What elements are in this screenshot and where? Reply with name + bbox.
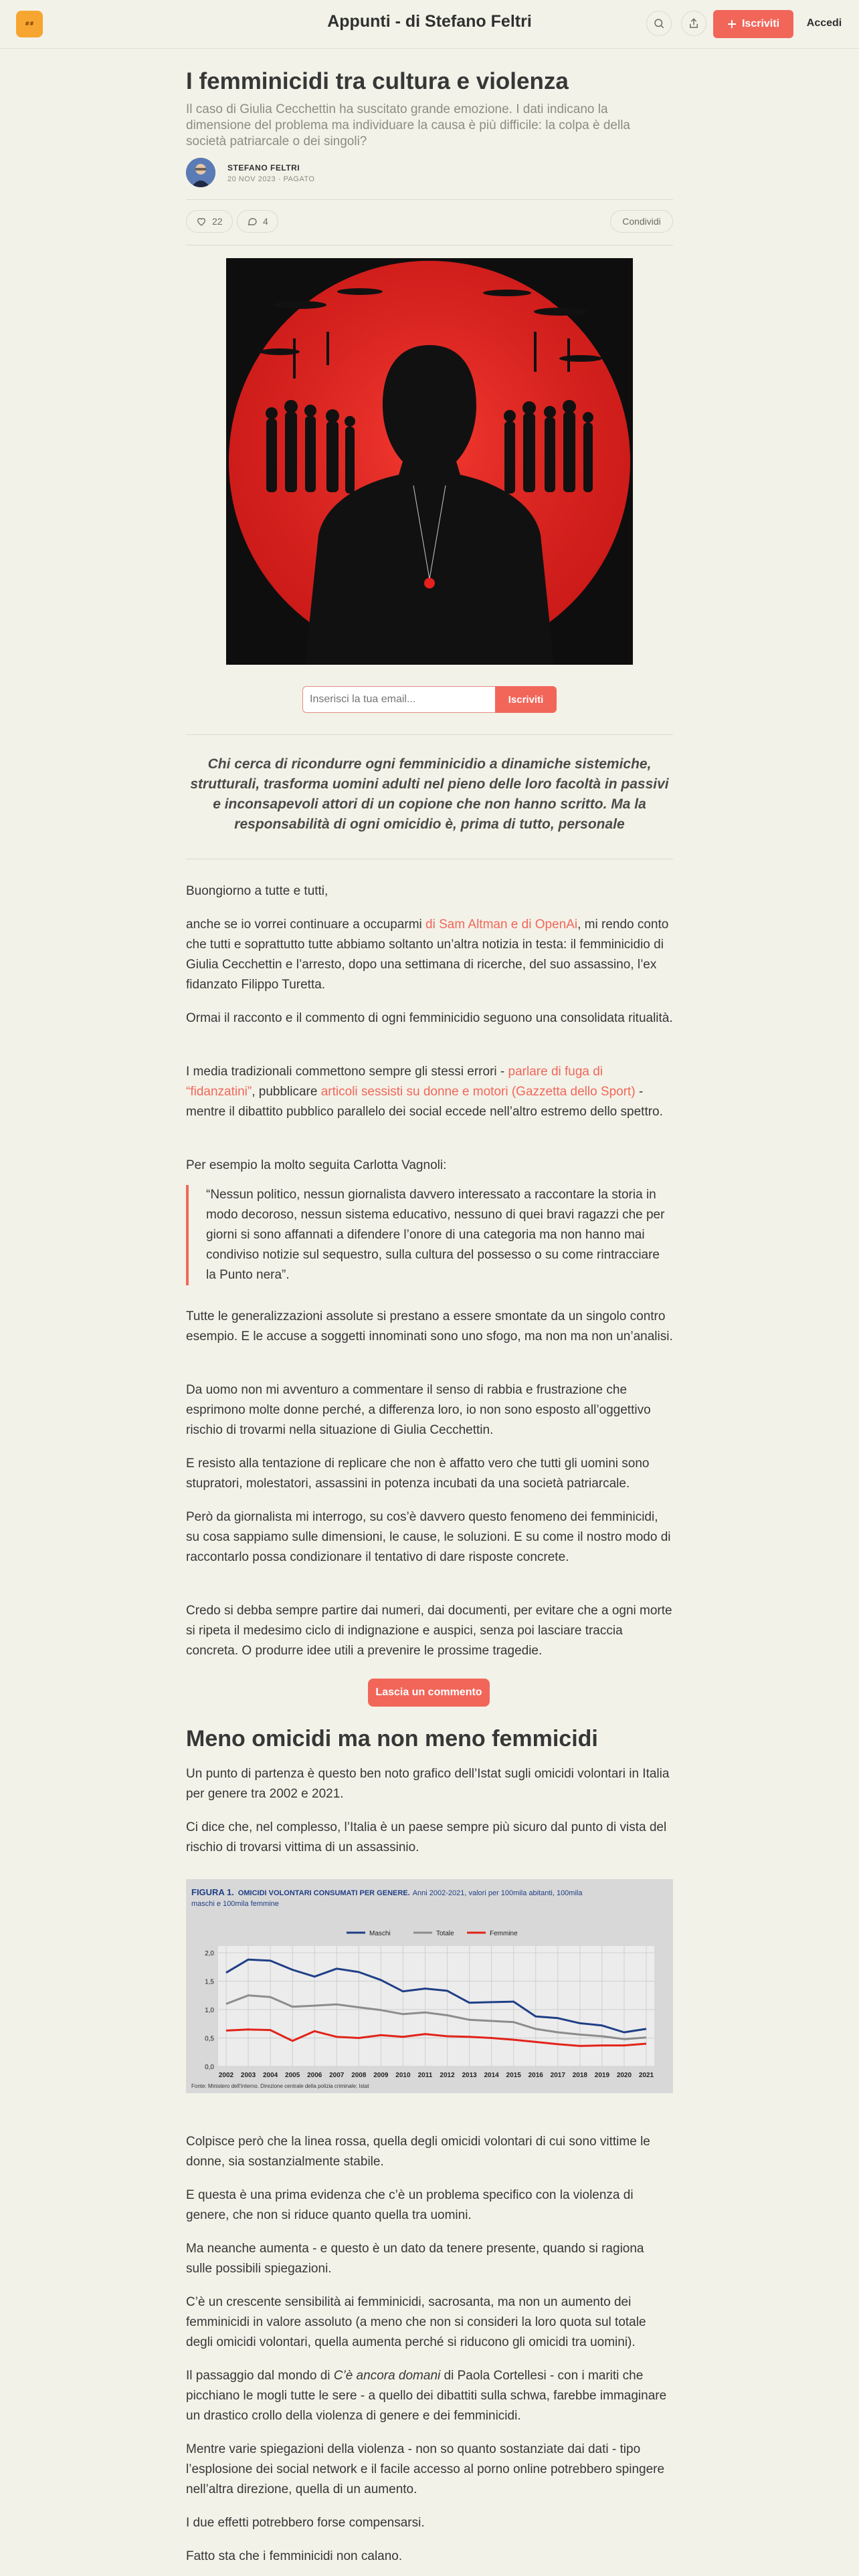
body-paragraph: Ormai il racconto e il commento di ogni femminicidio seguono una consolidata ritualità. — [186, 1011, 673, 1025]
like-count: 22 — [212, 216, 223, 227]
body-text: - mentre il dibattito pubblico parallelo dei social eccede nell’altro estremo dello spettro. — [186, 1085, 663, 1119]
y-tick-label: 2,0 — [205, 1950, 214, 1957]
post-title: I femminicidi tra cultura e violenza — [186, 68, 569, 94]
plus-icon — [727, 19, 737, 29]
body-paragraph: Ci dice che, nel complesso, l’Italia è un paese sempre più sicuro dal punto di vista del rischio di trovarsi vittima di un assassinio. — [186, 1820, 667, 1854]
body-text: di Paola Cortellesi - con i mariti che picchiano le mogli tutte le sere - a quello dei dibattiti sulla schwa, farebbe immaginare un drastico crollo della violenza di genere e dei femminicidi. — [186, 2369, 667, 2423]
body-paragraph: Buongiorno a tutte e tutti, — [186, 884, 328, 898]
subscribe-submit-button[interactable]: Iscriviti — [495, 686, 557, 713]
like-button[interactable] — [186, 210, 233, 233]
chart-title-bold: FIGURA 1. — [191, 1887, 234, 1897]
chart-title-rest-2: maschi e 100mila femmine — [191, 1900, 279, 1908]
body-paragraph: Per esempio la molto seguita Carlotta Vagnoli: — [186, 1158, 447, 1172]
y-tick-label: 0,0 — [205, 2064, 214, 2071]
post-subtitle: Il caso di Giulia Cecchettin ha suscitato grande emozione. I dati indicano la dimensione del problema ma individuare la causa è più difficile: la colpa è della società patriarcale o dei singoli? — [186, 102, 630, 148]
signin-link[interactable]: Accedi — [806, 17, 842, 29]
divider — [186, 734, 673, 735]
fidanzatini-link[interactable]: parlare di fuga di “fidanzatini” — [186, 1065, 603, 1099]
chart-title-rest-1: Anni 2002-2021, valori per 100mila abitanti, 100mila — [412, 1889, 583, 1897]
legend-label: Femmine — [490, 1930, 518, 1937]
body-text: , pubblicare — [252, 1085, 321, 1099]
x-tick-label: 2020 — [616, 2072, 632, 2079]
body-paragraph: Mentre varie spiegazioni della violenza - non so quanto sostanziate dai dati - tipo l’esplosione dei social network e il facile accesso al porno online potrebbero spingere nell’altra direzione, quella di un aumento. — [186, 2442, 665, 2496]
publication-title[interactable]: Appunti - di Stefano Feltri — [327, 12, 532, 31]
post-meta — [227, 175, 314, 183]
subscribe-button[interactable] — [713, 10, 793, 38]
heart-icon — [196, 216, 207, 227]
post-date: 20 NOV 2023 — [227, 175, 276, 183]
x-tick-label: 2019 — [594, 2072, 610, 2079]
body-text: anche se io vorrei continuare a occuparmi — [186, 918, 426, 932]
chart-title-caps: OMICIDI VOLONTARI CONSUMATI PER GENERE. — [237, 1889, 410, 1897]
x-tick-label: 2012 — [440, 2072, 455, 2079]
y-tick-label: 1,5 — [205, 1978, 214, 1986]
top-bar — [0, 0, 859, 49]
body-paragraph: Fatto sta che i femminicidi non calano. — [186, 2549, 403, 2563]
chart-svg — [186, 1879, 673, 2093]
x-tick-label: 2011 — [417, 2072, 433, 2079]
x-tick-label: 2010 — [395, 2072, 411, 2079]
comment-count: 4 — [263, 216, 268, 227]
section-heading: Meno omicidi ma non meno femmicidi — [186, 1726, 598, 1751]
subscribe-label: Iscriviti — [741, 18, 780, 29]
y-tick-label: 1,0 — [205, 2007, 214, 2014]
film-title: C’è ancora domani — [333, 2369, 441, 2383]
body-paragraph: Da uomo non mi avventuro a commentare il senso di rabbia e frustrazione che esprimono molte donne perché, a differenza loro, io non sono esposto all’oggettivo rischio di trovarmi nella situazione di Giulia Cecchettin. — [186, 1383, 651, 1437]
meta-separator: · — [278, 175, 281, 183]
x-tick-label: 2017 — [550, 2072, 565, 2079]
homicide-chart — [186, 1879, 673, 2093]
hero-illustration — [226, 258, 633, 665]
share-post-button[interactable]: Condividi — [610, 210, 673, 233]
x-tick-label: 2016 — [528, 2072, 543, 2079]
logo-text: ## — [25, 21, 34, 27]
chart-source: Fonte: Ministero dell’Interno. Direzione centrale della polizia criminale; Istat — [191, 2083, 369, 2089]
y-tick-label: 0,5 — [205, 2035, 214, 2043]
plot-area — [218, 1946, 654, 2066]
x-tick-label: 2006 — [307, 2072, 322, 2079]
share-button[interactable] — [681, 11, 706, 36]
body-paragraph: Un punto di partenza è questo ben noto grafico dell’Istat sugli omicidi volontari in Italia per genere tra 2002 e 2021. — [186, 1767, 670, 1801]
x-tick-label: 2013 — [462, 2072, 477, 2079]
search-button[interactable] — [646, 11, 672, 36]
body-text: , mi rendo conto che tutti e soprattutto tutte abbiamo soltanto un’altra notizia in testa: il femminicidio di Giulia Cecchettin e l’arresto, dopo una settimana di ricerche, del suo assassino, l’ex fidanzato Filippo Turetta. — [186, 918, 669, 992]
x-tick-label: 2002 — [218, 2072, 234, 2079]
post-header — [186, 67, 673, 150]
body-paragraph: Colpisce però che la linea rossa, quella degli omicidi volontari di cui sono vittime le donne, sia sostanzialmente stabile. — [186, 2135, 650, 2169]
body-paragraph — [186, 1062, 673, 1122]
openai-article-link[interactable]: di Sam Altman e di OpenAi — [425, 918, 578, 932]
author-row — [186, 158, 673, 191]
body-paragraph: Però da giornalista mi interrogo, su cos’è davvero questo fenomeno dei femminicidi, su cosa sappiamo sulle dimensioni, le cause, le soluzioni. E su come il nostro modo di raccontarlo possa condizionare il tentativo di dare risposte concrete. — [186, 1510, 671, 1564]
x-tick-label: 2014 — [484, 2072, 499, 2079]
hero-image — [226, 258, 633, 665]
body-text: I media tradizionali commettono sempre gli stessi errori - — [186, 1065, 508, 1079]
legend-label: Maschi — [369, 1930, 391, 1937]
body-paragraph: E questa è una prima evidenza che c’è un problema specifico con la violenza di genere, che non si riduce quanto quella tra uomini. — [186, 2188, 634, 2222]
body-paragraph: I due effetti potrebbero forse compensarsi. — [186, 2516, 425, 2530]
legend-label: Totale — [436, 1930, 454, 1937]
body-paragraph: E resisto alla tentazione di replicare che non è affatto vero che tutti gli uomini sono stupratori, molestatori, assassini in potenza incubati da una società patriarcale. — [186, 1457, 650, 1491]
x-tick-label: 2021 — [638, 2072, 654, 2079]
divider — [186, 199, 673, 200]
comment-icon — [247, 216, 258, 227]
x-tick-label: 2007 — [329, 2072, 345, 2079]
body-paragraph: C’è un crescente sensibilità ai femminicidi, sacrosanta, ma non un aumento dei femminicidi in valore assoluto (a meno che non si consideri la loro quota sul totale degli omicidi volontari, quella aumenta perché si riducono gli omicidi tra uomini). — [186, 2295, 646, 2349]
body-paragraph: Tutte le generalizzazioni assolute si prestano a essere smontate da un singolo contro esempio. E le accuse a soggetti innominati sono uno sfogo, ma non ma non un’analisi. — [186, 1309, 673, 1344]
author-name[interactable]: STEFANO FELTRI — [227, 163, 300, 173]
email-field[interactable] — [302, 686, 495, 713]
avatar[interactable] — [186, 158, 215, 187]
search-icon — [653, 17, 665, 29]
body-paragraph: Credo si debba sempre partire dai numeri, dai documenti, per evitare che a ogni morte si ripeta il medesimo ciclo di indignazione e auspici, senza poi lasciare traccia concreta. O produrre idee utili a prevenire le prossime tragedie. — [186, 1604, 672, 1658]
access-badge: PAGATO — [283, 175, 315, 183]
body-paragraph — [186, 2366, 673, 2426]
body-text: Il passaggio dal mondo di — [186, 2369, 334, 2383]
x-tick-label: 2018 — [572, 2072, 587, 2079]
share-icon — [688, 17, 700, 29]
blockquote: “Nessun politico, nessun giornalista davvero interessato a raccontare la storia in modo decoroso, nessun sistema educativo, nessuno di quei bravi ragazzi che per giorni si sono affannati a difendere l’onore di una categoria ma non hanno mai condiviso notizie sul sequestro, sulla cultura del possesso o su come rintracciare la Punto nera”. — [186, 1185, 673, 1285]
pull-quote: Chi cerca di ricondurre ogni femminicidio a dinamiche sistemiche, strutturali, trasforma uomini adulti nel pieno delle loro facoltà in passivi e inconsapevoli attori di un copione che non hanno scritto. Ma la responsabilità di ogni omicidio è, prima di tutto, personale — [190, 756, 669, 832]
x-tick-label: 2015 — [506, 2072, 521, 2079]
x-tick-label: 2004 — [262, 2072, 278, 2079]
x-tick-label: 2009 — [373, 2072, 389, 2079]
gazzetta-link[interactable]: articoli sessisti su donne e motori (Gazzetta dello Sport) — [320, 1085, 636, 1099]
x-tick-label: 2005 — [285, 2072, 300, 2079]
comments-button[interactable] — [237, 210, 278, 233]
x-tick-label: 2008 — [351, 2072, 367, 2079]
body-paragraph — [186, 915, 673, 995]
body-paragraph: Ma neanche aumenta - e questo è un dato da tenere presente, quando si ragiona sulle possibili spiegazioni. — [186, 2242, 644, 2276]
subscribe-form — [302, 686, 557, 713]
leave-comment-button[interactable]: Lascia un commento — [368, 1679, 490, 1707]
chart-title — [191, 1887, 583, 1897]
x-tick-label: 2003 — [240, 2072, 256, 2079]
